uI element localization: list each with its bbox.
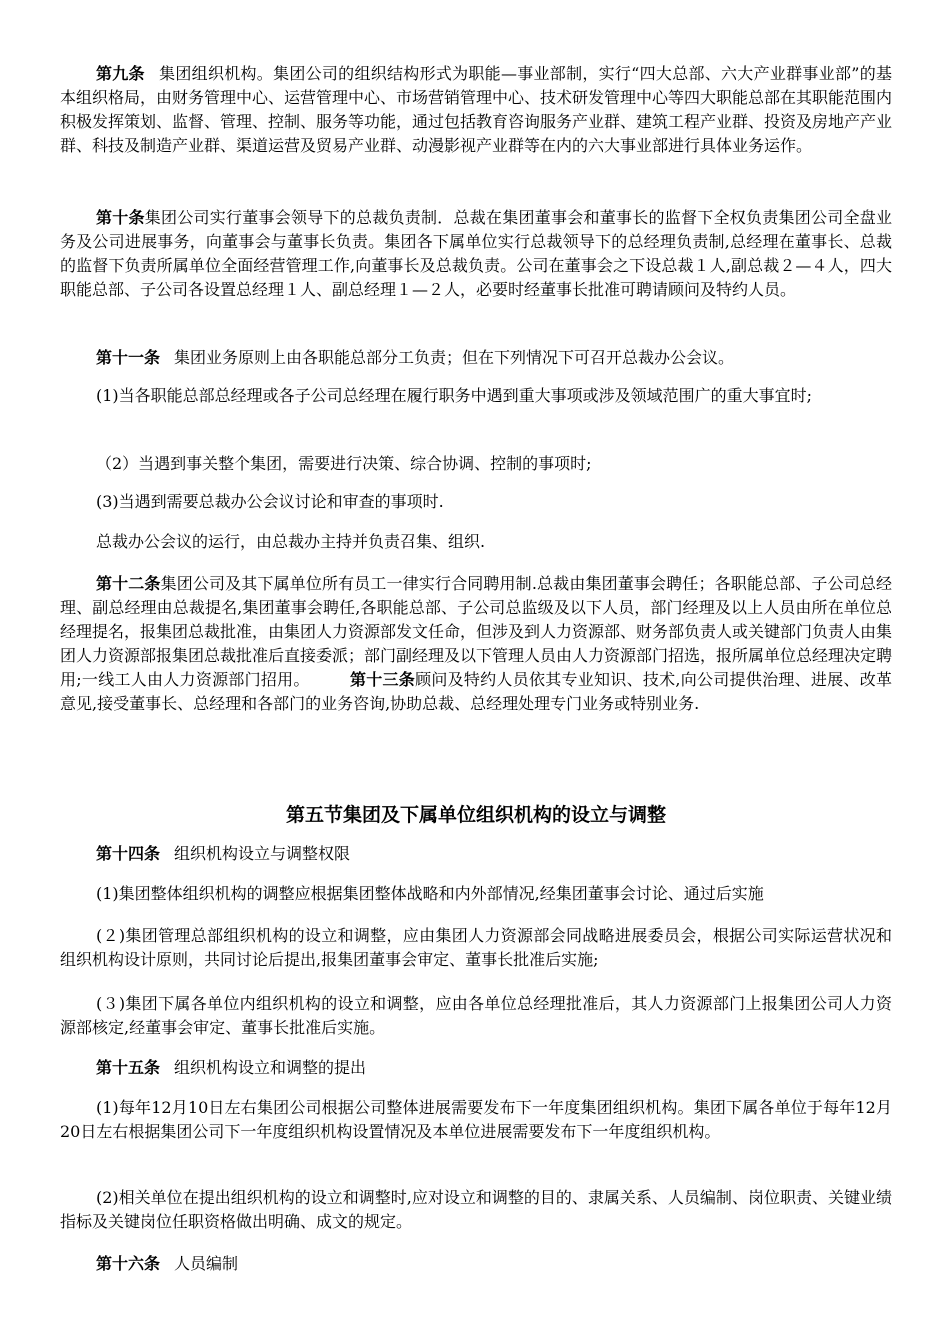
article-16-title: 第十六条 — [96, 1254, 161, 1273]
article-11-item-2: （2）当遇到事关整个集团，需要进行决策、综合协调、控制的事项时; — [96, 454, 592, 473]
article-13-title: 第十三条 — [349, 670, 416, 689]
article-9-title: 第九条 — [96, 64, 145, 83]
article-10 — [60, 206, 892, 302]
article-12-13 — [60, 572, 892, 716]
article-14-item-1: (1)集团整体组织机构的调整应根据集团整体战略和内外部情况,经集团董事会讨论、通过后实施 — [96, 884, 764, 903]
article-11-note: 总裁办公会议的运行，由总裁办主持并负责召集、组织. — [96, 532, 486, 551]
article-11-item-1: (1)当各职能总部总经理或各子公司总经理在履行职务中遇到重大事项或涉及领域范围广的重大事宜时; — [96, 386, 813, 405]
article-15-item-1: (1)每年12月10日左右集团公司根据公司整体进展需要发布下一年度集团组织机构。集团下属各单位于每年12月20日左右根据集团公司下一年度组织机构设置情况及本单位进展需要发布下一年度组织机构。 — [60, 1098, 892, 1141]
article-11 — [60, 346, 892, 370]
article-15-body: 组织机构设立和调整的提出 — [174, 1058, 367, 1077]
article-12-body: 集团公司及其下属单位所有员工一律实行合同聘用制.总裁由集团董事会聘任；各职能总部、子公司总经理、副总经理由总裁提名,集团董事会聘任,各职能总部、子公司总监级及以下人员，部门经理及以上人员由所在单位总经理提名，报集团总裁批准，由集团人力资源部发文任命，但涉及到人力资源部、财务部负责人或关键部门负责人由集团人力资源部报集团总裁批准后直接委派；部门副经理及以下管理人员由人力资源部门招选，报所属单位总经理决定聘用;一线工人由人力资源部门招用。 — [60, 574, 893, 689]
article-14 — [60, 842, 892, 866]
article-10-title: 第十条 — [96, 208, 145, 227]
article-14-body: 组织机构设立与调整权限 — [174, 844, 351, 863]
article-15 — [60, 1056, 892, 1080]
article-9-body: 集团组织机构。集团公司的组织结构形式为职能—事业部制，实行“四大总部、六大产业群事业部”的基本组织格局，由财务管理中心、运营管理中心、市场营销管理中心、技术研发管理中心等四大职能总部在其职能范围内积极发挥策划、监督、管理、控制、服务等功能，通过包括教育咨询服务产业群、建筑工程产业群、投资及房地产产业群、科技及制造产业群、渠道运营及贸易产业群、动漫影视产业群等在内的六大事业部进行具体业务运作。 — [60, 64, 893, 155]
article-12-title: 第十二条 — [96, 574, 161, 593]
section-title: 第五节集团及下属单位组织机构的设立与调整 — [285, 804, 666, 826]
article-15-title: 第十五条 — [96, 1058, 161, 1077]
article-16-body: 人员编制 — [174, 1254, 239, 1273]
article-14-item-2: (２)集团管理总部组织机构的设立和调整，应由集团人力资源部会同战略进展委员会，根据公司实际运营状况和组织机构设计原则，共同讨论后提出,报集团董事会审定、董事长批准后实施; — [60, 926, 892, 969]
article-9 — [60, 62, 892, 158]
article-14-title: 第十四条 — [96, 844, 161, 863]
article-11-body: 集团业务原则上由各职能总部分工负责；但在下列情况下可召开总裁办公会议。 — [174, 348, 735, 367]
article-16 — [60, 1252, 892, 1276]
article-15-item-2: (2)相关单位在提出组织机构的设立和调整时,应对设立和调整的目的、隶属关系、人员编制、岗位职责、关键业绩指标及关键岗位任职资格做出明确、成文的规定。 — [60, 1188, 892, 1231]
article-11-title: 第十一条 — [96, 348, 161, 367]
article-10-body: 集团公司实行董事会领导下的总裁负责制．总裁在集团董事会和董事长的监督下全权负责集团公司全盘业务及公司进展事务，向董事会与董事长负责。集团各下属单位实行总裁领导下的总经理负责制,总经理在董事长、总裁的监督下负责所属单位全面经营管理工作,向董事长及总裁负责。公司在董事会之下设总裁１人,副总裁２—４人，四大职能总部、子公司各设置总经理１人、副总经理１—２人，必要时经董事长批准可聘请顾问及特约人员。 — [60, 208, 892, 299]
article-13-body: 顾问及特约人员依其专业知识、技术,向公司提供治理、进展、改革意见,接受董事长、总经理和各部门的业务咨询,协助总裁、总经理处理专门业务或特别业务. — [60, 670, 892, 713]
article-14-item-3: (３)集团下属各单位内组织机构的设立和调整，应由各单位总经理批准后，其人力资源部门上报集团公司人力资源部核定,经董事会审定、董事长批准后实施。 — [60, 994, 892, 1037]
article-11-item-3: (3)当遇到需要总裁办公会议讨论和审查的事项时. — [96, 492, 444, 511]
